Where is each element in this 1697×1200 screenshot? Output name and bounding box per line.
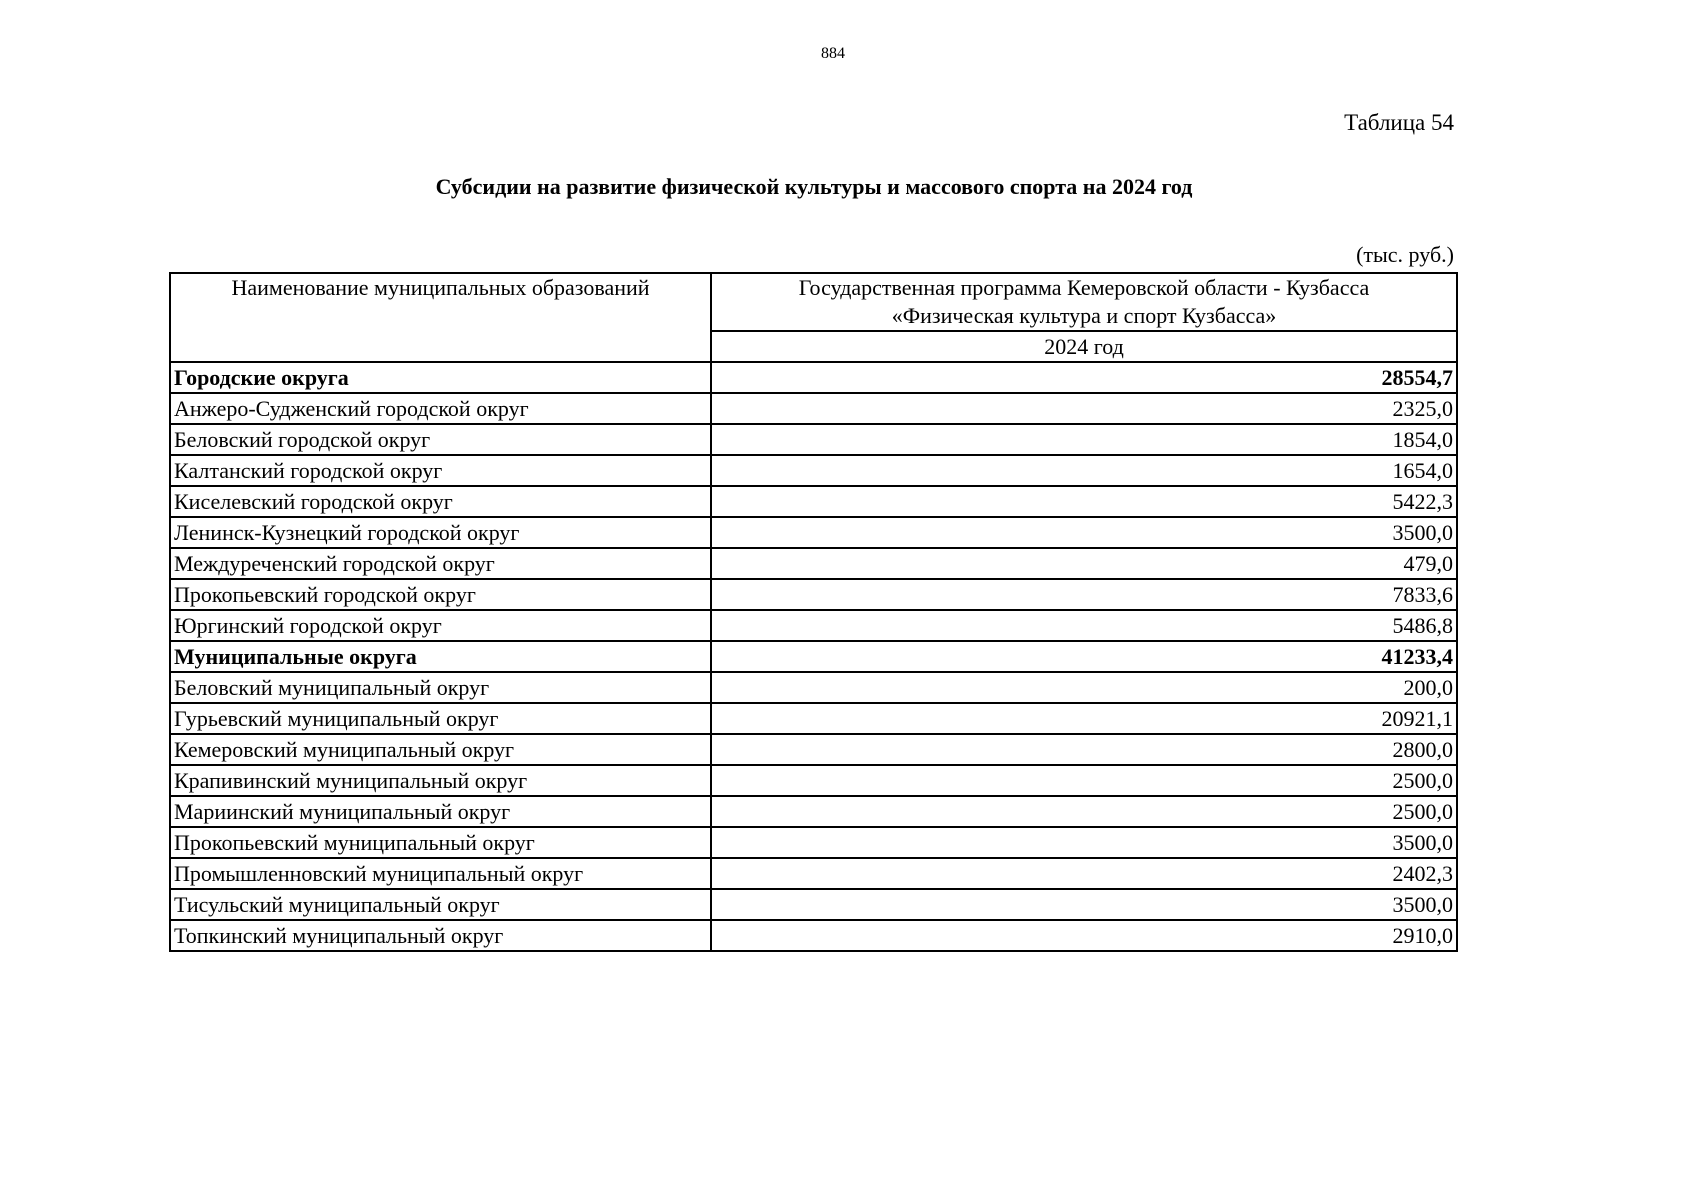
- table-row: [170, 672, 1457, 703]
- municipality-name-cell: Топкинский муниципальный округ: [170, 920, 711, 951]
- municipality-name-cell: Прокопьевский муниципальный округ: [170, 827, 711, 858]
- table-number: Таблица 54: [1344, 110, 1454, 135]
- program-title-line2: «Физическая культура и спорт Кузбасса»: [891, 303, 1277, 328]
- municipality-name-cell: Междуреченский городской округ: [170, 548, 711, 579]
- subsidy-amount-cell: 1654,0: [711, 455, 1457, 486]
- table-row: [170, 796, 1457, 827]
- subsidy-amount-cell: 41233,4: [711, 641, 1457, 672]
- subsidy-amount-cell: 2500,0: [711, 765, 1457, 796]
- subsidy-amount-cell: 3500,0: [711, 517, 1457, 548]
- municipality-name-cell: Прокопьевский городской округ: [170, 579, 711, 610]
- subsidy-table: [169, 272, 1458, 952]
- subsidy-amount-cell: 20921,1: [711, 703, 1457, 734]
- table-row: [170, 610, 1457, 641]
- subsidy-amount-cell: 1854,0: [711, 424, 1457, 455]
- table-row: [170, 393, 1457, 424]
- subsidy-amount-cell: 2500,0: [711, 796, 1457, 827]
- municipality-name-cell: Беловский городской округ: [170, 424, 711, 455]
- table-body: [170, 362, 1457, 951]
- table-row: [170, 827, 1457, 858]
- table-row: [170, 579, 1457, 610]
- subsidy-amount-cell: 2800,0: [711, 734, 1457, 765]
- municipality-name-cell: Тисульский муниципальный округ: [170, 889, 711, 920]
- table-row: [170, 486, 1457, 517]
- table-row: [170, 703, 1457, 734]
- subsidy-amount-cell: 3500,0: [711, 827, 1457, 858]
- subsidy-amount-cell: 2910,0: [711, 920, 1457, 951]
- page-number: 884: [821, 45, 845, 62]
- subsidy-amount-cell: 200,0: [711, 672, 1457, 703]
- municipality-name-cell: Крапивинский муниципальный округ: [170, 765, 711, 796]
- table-row: [170, 548, 1457, 579]
- municipality-name-cell: Калтанский городской округ: [170, 455, 711, 486]
- municipality-name-cell: Городские округа: [170, 362, 711, 393]
- subsidy-amount-cell: 5486,8: [711, 610, 1457, 641]
- program-title-line1: Государственная программа Кемеровской области - Кузбасса: [798, 275, 1370, 300]
- municipality-name-cell: Промышленновский муниципальный округ: [170, 858, 711, 889]
- table-row: [170, 455, 1457, 486]
- municipality-name-cell: Мариинский муниципальный округ: [170, 796, 711, 827]
- subsidy-amount-cell: 2325,0: [711, 393, 1457, 424]
- column-header-municipality: Наименование муниципальных образований: [170, 273, 711, 362]
- table-row: [170, 889, 1457, 920]
- municipality-name-cell: Ленинск-Кузнецкий городской округ: [170, 517, 711, 548]
- municipality-name-cell: Гурьевский муниципальный округ: [170, 703, 711, 734]
- subsidy-amount-cell: 2402,3: [711, 858, 1457, 889]
- municipality-name-cell: Муниципальные округа: [170, 641, 711, 672]
- column-header-program: [711, 273, 1457, 331]
- subsidy-amount-cell: 5422,3: [711, 486, 1457, 517]
- subsidy-amount-cell: 28554,7: [711, 362, 1457, 393]
- table-row: [170, 858, 1457, 889]
- table-group-row: [170, 641, 1457, 672]
- municipality-name-cell: Анжеро-Судженский городской округ: [170, 393, 711, 424]
- table-row: [170, 424, 1457, 455]
- subsidy-amount-cell: 7833,6: [711, 579, 1457, 610]
- municipality-name-cell: Беловский муниципальный округ: [170, 672, 711, 703]
- units-label: (тыс. руб.): [1356, 242, 1454, 267]
- municipality-name-cell: Кемеровский муниципальный округ: [170, 734, 711, 765]
- table-row: [170, 920, 1457, 951]
- table-header-row: [170, 273, 1457, 331]
- column-header-year: 2024 год: [711, 331, 1457, 362]
- document-title: Субсидии на развитие физической культуры и массового спорта на 2024 год: [435, 174, 1193, 199]
- municipality-name-cell: Киселевский городской округ: [170, 486, 711, 517]
- municipality-name-cell: Юргинский городской округ: [170, 610, 711, 641]
- subsidy-amount-cell: 3500,0: [711, 889, 1457, 920]
- table-row: [170, 734, 1457, 765]
- table-row: [170, 765, 1457, 796]
- table-group-row: [170, 362, 1457, 393]
- table-row: [170, 517, 1457, 548]
- subsidy-amount-cell: 479,0: [711, 548, 1457, 579]
